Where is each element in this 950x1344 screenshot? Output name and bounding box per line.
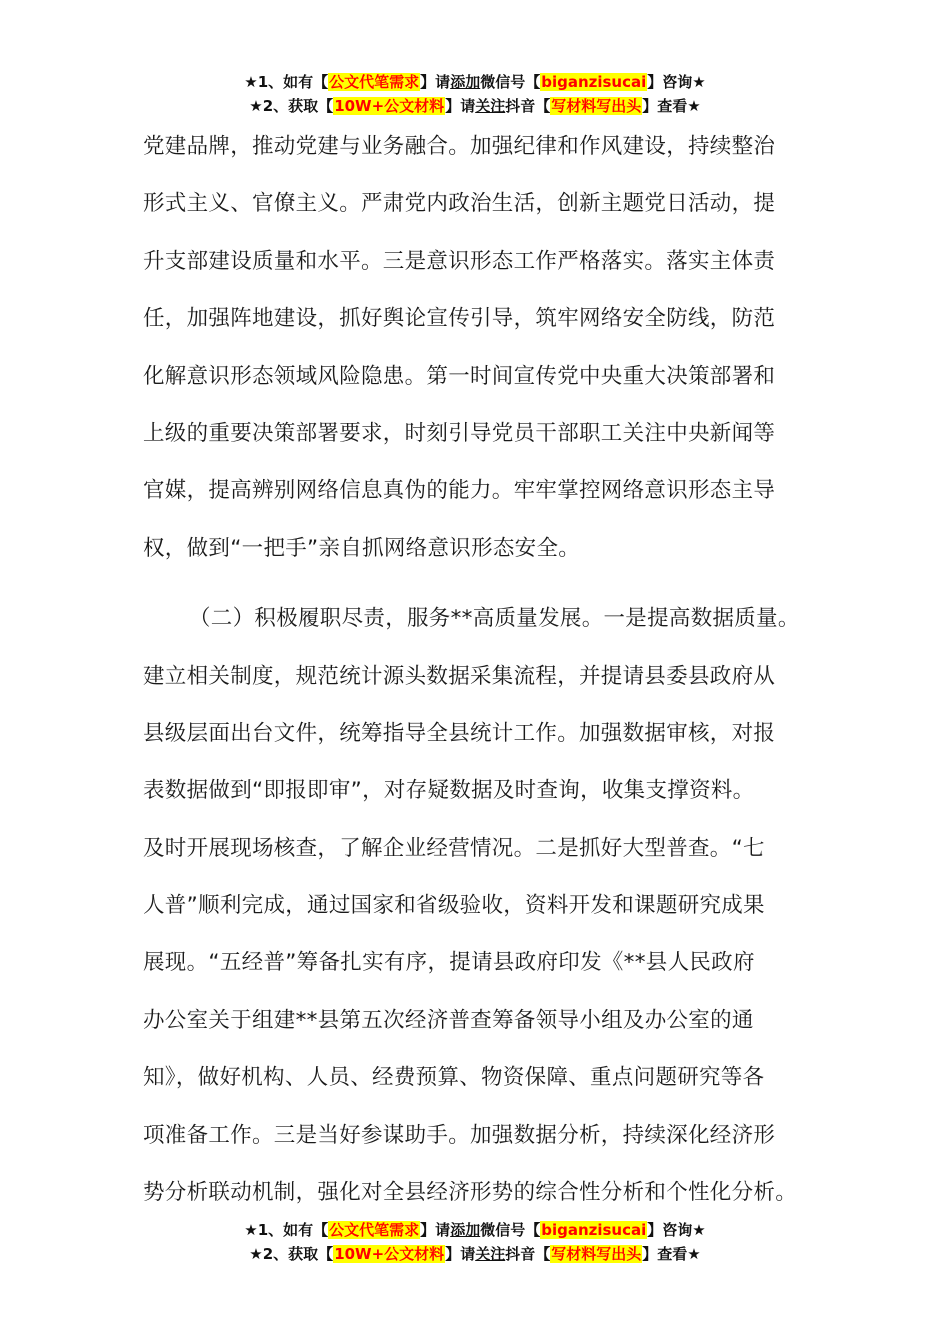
text-line: 人普”顺利完成，通过国家和省级验收，资料开发和课题研究成果: [143, 893, 765, 919]
header-banner: [0, 70, 950, 118]
highlight-ghostwriting: 公文代笔需求: [329, 1221, 420, 1239]
text-line: 化解意识形态领域风险隐患。第一时间宣传党中央重大决策部署和: [143, 363, 776, 389]
highlight-douyin-account: 写材料写出头: [551, 97, 642, 115]
text-line: 升支部建设质量和水平。三是意识形态工作严格落实。落实主体责: [143, 248, 776, 274]
text-line: 办公室关于组建**县第五次经济普查筹备领导小组及办公室的通: [143, 1007, 754, 1033]
document-body: [143, 118, 823, 1221]
text-line: 展现。“五经普”筹备扎实有序，提请县政府印发《**县人民政府: [143, 950, 755, 976]
banner-text: 】查看★: [642, 1245, 701, 1263]
text-line: 上级的重要决策部署要求，时刻引导党员干部职工关注中央新闻等: [143, 420, 776, 446]
banner-underlined-text: 关注: [475, 1245, 506, 1263]
text-line: 建立相关制度，规范统计源头数据采集流程，并提请县委县政府从: [143, 663, 776, 689]
banner-text: ★1、如有【: [244, 73, 329, 91]
banner-text: 】请: [445, 1245, 476, 1263]
highlight-materials: 10W+公文材料: [334, 97, 445, 115]
text-line: 势分析联动机制，强化对全县经济形势的综合性分析和个性化分析。: [143, 1180, 798, 1206]
text-line: 权，做到“一把手”亲自抓网络意识形态安全。: [143, 535, 581, 561]
text-line: 官媒，提高辨别网络信息真伪的能力。牢牢掌控网络意识形态主导: [143, 478, 776, 504]
highlight-materials: 10W+公文材料: [334, 1245, 445, 1263]
banner-text: 】请: [445, 97, 476, 115]
banner-text: ★2、获取【: [249, 97, 334, 115]
footer-banner-line-1: [0, 1218, 950, 1242]
banner-underlined-text: 添加: [450, 1221, 481, 1239]
text-line: 及时开展现场核查，了解企业经营情况。二是抓好大型普查。“七: [143, 835, 765, 861]
banner-text: 微信号【: [480, 73, 541, 91]
banner-text: 】咨询★: [647, 1221, 706, 1239]
banner-underlined-text: 添加: [450, 73, 481, 91]
paragraph-2: [143, 590, 823, 1221]
banner-text: 抖音【: [505, 97, 551, 115]
banner-text: 】请: [420, 73, 451, 91]
text-line: 形式主义、官僚主义。严肃党内政治生活，创新主题党日活动，提: [143, 191, 776, 217]
highlight-wechat-id: biganzisucai: [541, 73, 647, 91]
banner-text: ★1、如有【: [244, 1221, 329, 1239]
banner-text: 抖音【: [505, 1245, 551, 1263]
banner-text: 微信号【: [480, 1221, 541, 1239]
highlight-ghostwriting: 公文代笔需求: [329, 73, 420, 91]
text-line: 表数据做到“即报即审”，对存疑数据及时查询，收集支撑资料。: [143, 778, 755, 804]
footer-banner: [0, 1218, 950, 1266]
text-line-indented: （二）积极履职尽责，服务**高质量发展。一是提高数据质量。: [189, 606, 800, 632]
header-banner-line-1: [0, 70, 950, 94]
footer-banner-line-2: [0, 1242, 950, 1266]
highlight-douyin-account: 写材料写出头: [551, 1245, 642, 1263]
banner-text: 】请: [420, 1221, 451, 1239]
highlight-wechat-id: biganzisucai: [541, 1221, 647, 1239]
text-line: 县级层面出台文件，统筹指导全县统计工作。加强数据审核，对报: [143, 720, 776, 746]
text-line: 项准备工作。三是当好参谋助手。加强数据分析，持续深化经济形: [143, 1122, 776, 1148]
text-line: 任，加强阵地建设，抓好舆论宣传引导，筑牢网络安全防线，防范: [143, 306, 776, 332]
banner-text: 】咨询★: [647, 73, 706, 91]
header-banner-line-2: [0, 94, 950, 118]
banner-text: ★2、获取【: [249, 1245, 334, 1263]
text-line: 知》，做好机构、人员、经费预算、物资保障、重点问题研究等各: [143, 1065, 765, 1091]
text-line: 党建品牌，推动党建与业务融合。加强纪律和作风建设，持续整治: [143, 134, 776, 159]
paragraph-1: [143, 118, 823, 577]
paragraph-spacer: [143, 577, 823, 590]
banner-text: 】查看★: [642, 97, 701, 115]
banner-underlined-text: 关注: [475, 97, 506, 115]
